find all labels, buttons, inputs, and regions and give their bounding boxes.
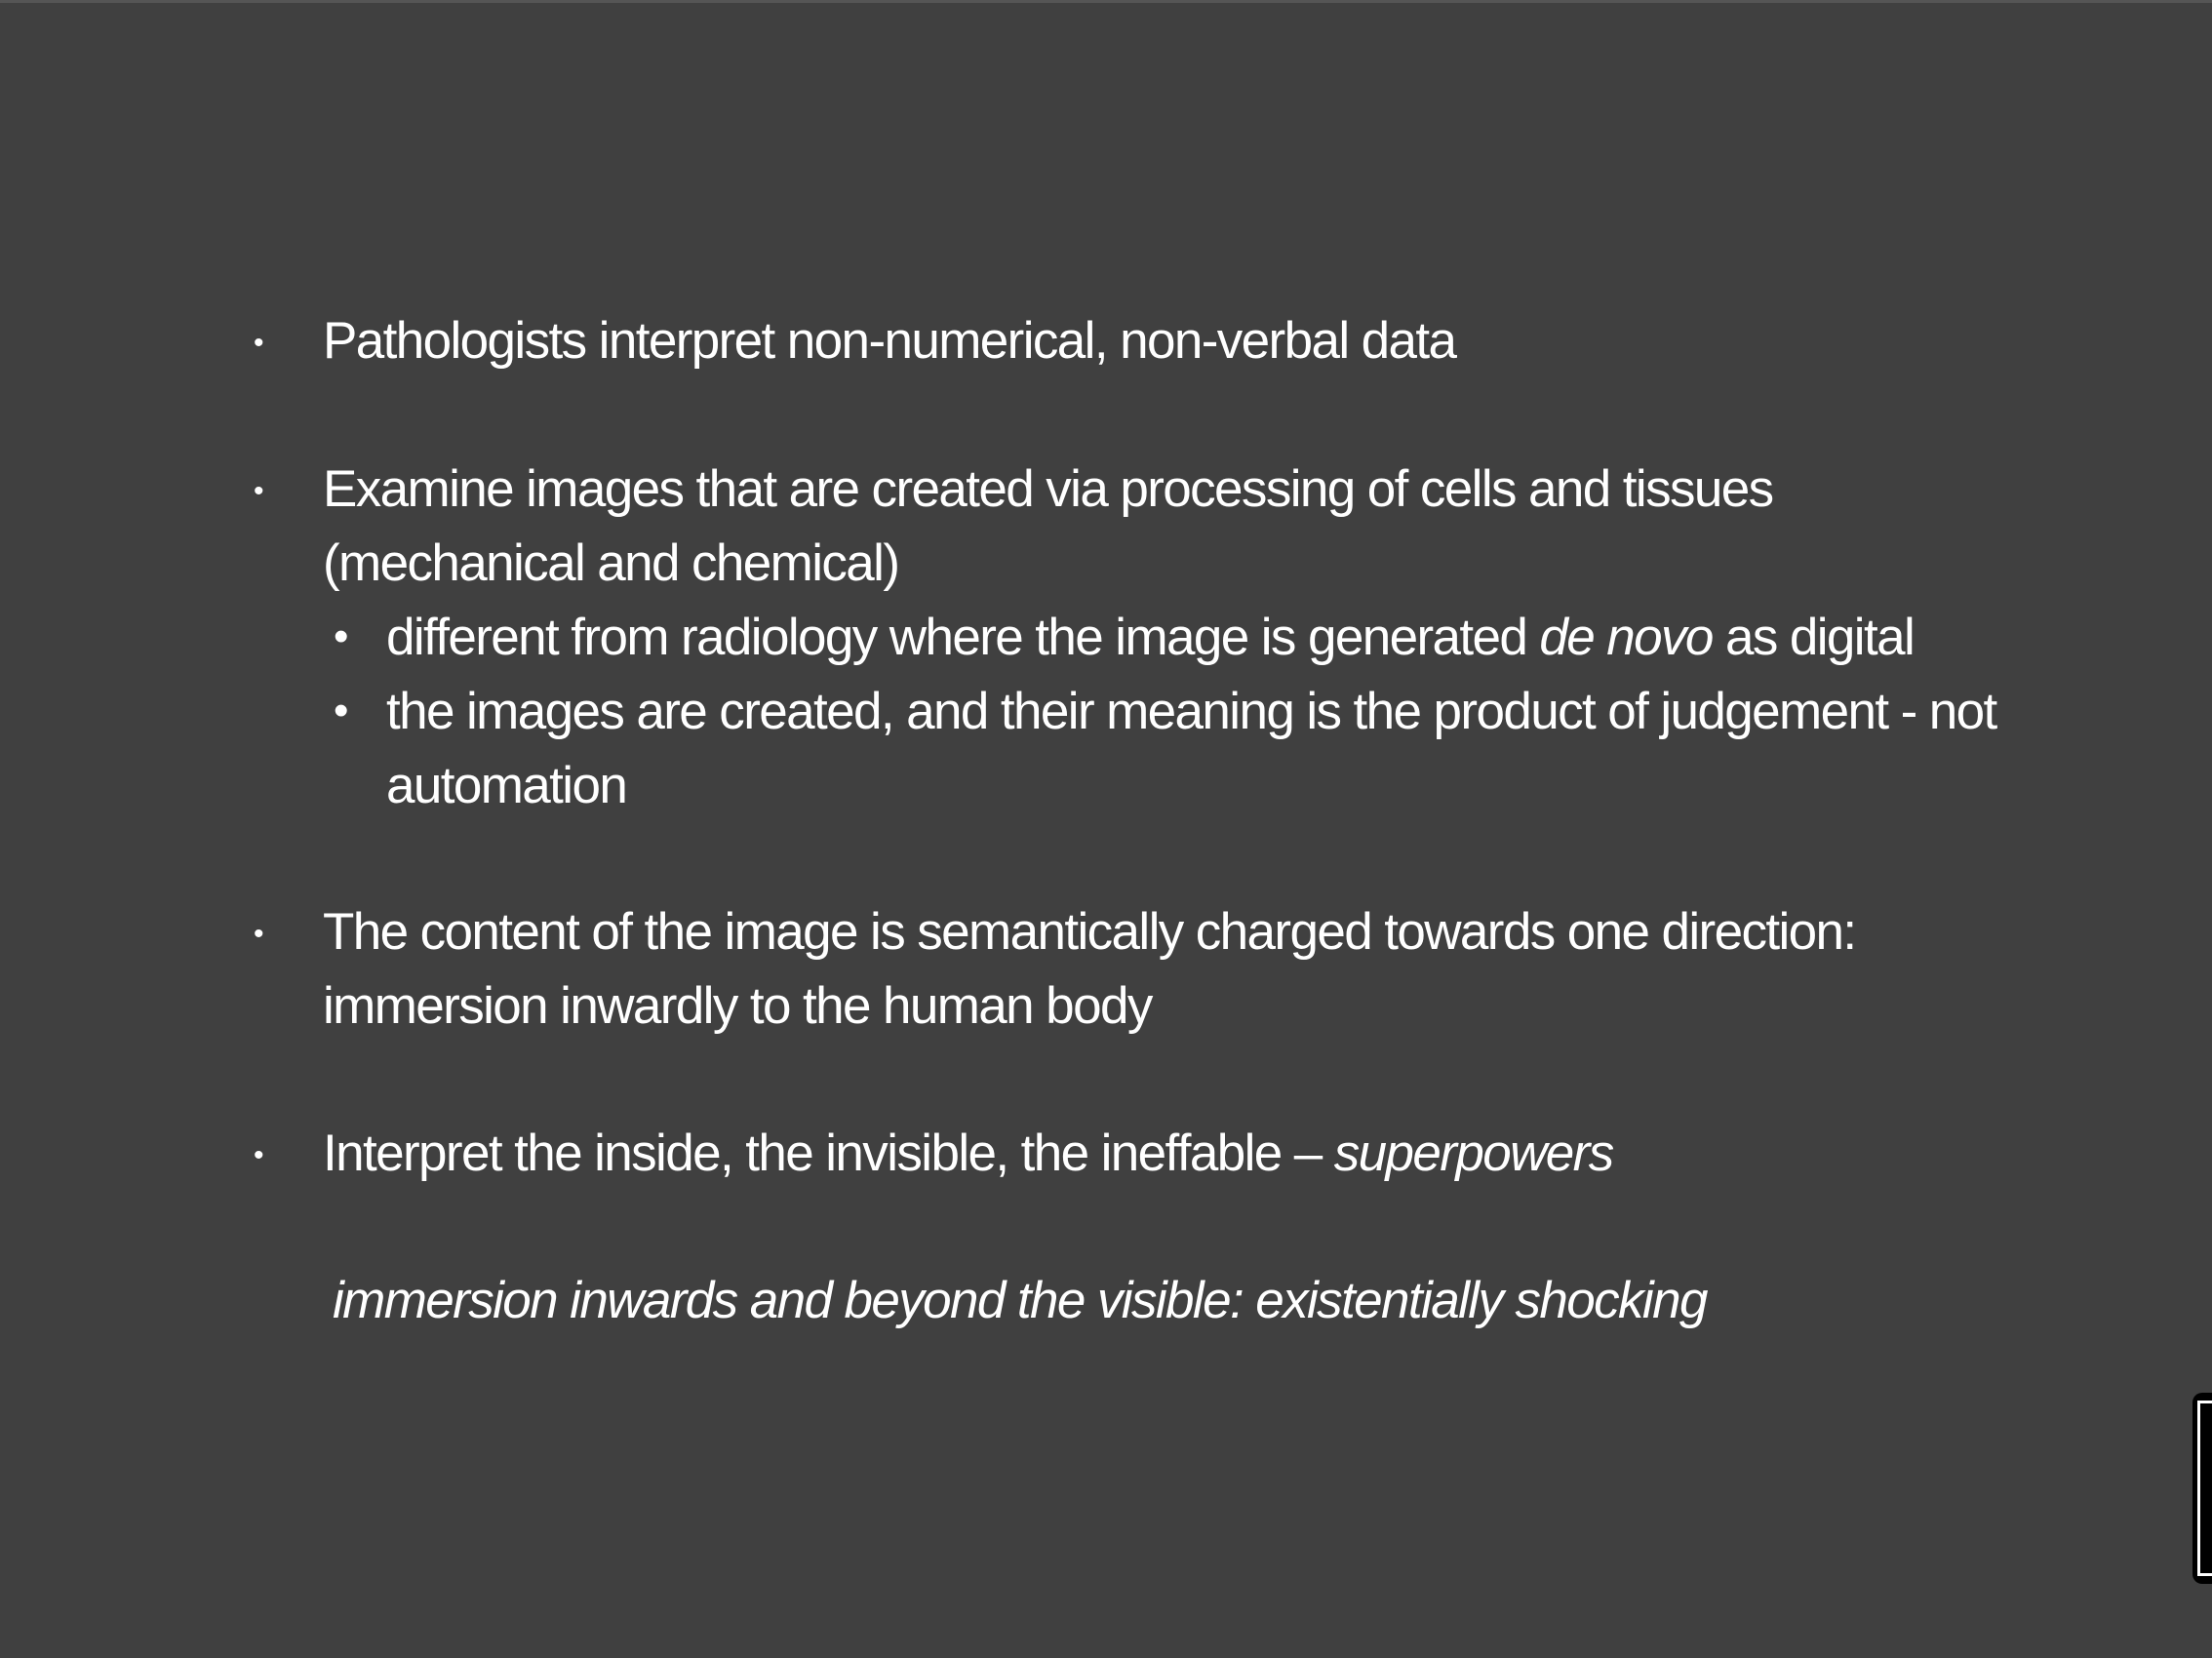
bullet-marker: • — [254, 475, 264, 507]
sub-bullet-marker: • — [334, 612, 349, 660]
bullet-text-content-line1: The content of the image is semantically charged towards one direction: — [323, 903, 1856, 961]
sub-bullet-text-radiology — [386, 609, 1914, 667]
closing-line — [333, 1272, 1707, 1330]
bullet-text-interpret-italic: superpowers — [1333, 1125, 1613, 1182]
bullet-marker: • — [254, 1139, 264, 1171]
bullet-marker: • — [254, 327, 264, 359]
edge-box — [2192, 1393, 2212, 1584]
bullet-text-interpret — [323, 1125, 1613, 1183]
sub-bullet-text-judgement-line2: automation — [386, 757, 627, 814]
sub-bullet-marker: • — [334, 687, 349, 734]
sub-bullet-text-radiology-after: as digital — [1712, 609, 1915, 666]
bullet-text-examine-line1: Examine images that are created via processing of cells and tissues — [323, 460, 1773, 518]
bullet-text-interpret-before: Interpret the inside, the invisible, the ineffable – — [323, 1125, 1334, 1182]
sub-bullet-text-judgement-line1: the images are created, and their meaning is the product of judgement - not — [386, 683, 1996, 740]
bullet-marker: • — [254, 918, 264, 950]
sub-bullet-text-radiology-italic: de novo — [1539, 609, 1713, 666]
closing-line-text: immersion inwards and beyond the visible: existentially shocking — [333, 1272, 1707, 1329]
edge-box-frame — [2197, 1401, 2212, 1576]
bullet-text-content-line2: immersion inwardly to the human body — [323, 977, 1152, 1035]
bullet-text-examine-line2: (mechanical and chemical) — [323, 534, 899, 592]
slide-top-border — [0, 0, 2212, 3]
sub-bullet-text-radiology-before: different from radiology where the image is generated — [386, 609, 1540, 666]
bullet-text-pathologists: Pathologists interpret non-numerical, non-verbal data — [323, 312, 1456, 370]
